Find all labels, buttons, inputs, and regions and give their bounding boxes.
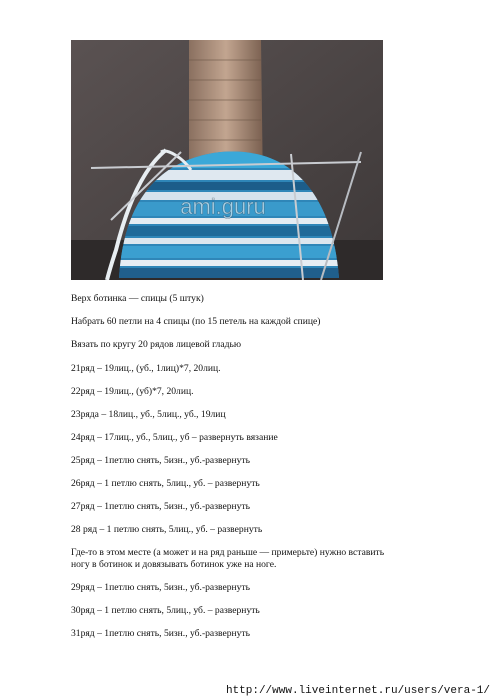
knitting-photo	[71, 40, 383, 280]
instruction-line: 23ряда – 18лиц., уб., 5лиц., уб., 19лиц	[71, 409, 226, 420]
instruction-line: 29ряд – 1петлю снять, 5изн., уб.-развернуть	[71, 582, 251, 593]
instruction-line: 28 ряд – 1 петлю снять, 5лиц., уб. – развернуть	[71, 524, 263, 535]
watermark-text: ami.guru	[180, 194, 266, 219]
instruction-line: 25ряд – 1петлю снять, 5изн., уб.-развернуть	[71, 455, 251, 466]
instruction-line: 30ряд – 1 петлю снять, 5лиц., уб. – развернуть	[71, 605, 260, 616]
footer-url: http://www.liveinternet.ru/users/vera-1/	[225, 685, 490, 697]
instruction-line: 24ряд – 17лиц., уб., 5лиц., уб – развернуть вязание	[71, 432, 278, 443]
section-heading: Верх ботинка — спицы (5 штук)	[71, 293, 204, 304]
instruction-line: 27ряд – 1петлю снять, 5изн., уб.-развернуть	[71, 501, 251, 512]
instruction-line: Вязать по кругу 20 рядов лицевой гладью	[71, 339, 241, 350]
instruction-line: 21ряд – 19лиц., (уб., 1лиц)*7, 20лиц.	[71, 363, 221, 374]
fitting-note: Где-то в этом месте (а может и на ряд раньше — примерьте) нужно вставить ногу в ботинок и довязывать ботинок уже на ноге.	[71, 547, 385, 570]
instruction-line: 26ряд – 1 петлю снять, 5лиц., уб. – развернуть	[71, 478, 260, 489]
instruction-line: 31ряд – 1петлю снять, 5изн., уб.-развернуть	[71, 628, 251, 639]
instruction-line: Набрать 60 петли на 4 спицы (по 15 петель на каждой спице)	[71, 316, 321, 327]
instruction-line: 22ряд – 19лиц., (уб)*7, 20лиц.	[71, 386, 194, 397]
